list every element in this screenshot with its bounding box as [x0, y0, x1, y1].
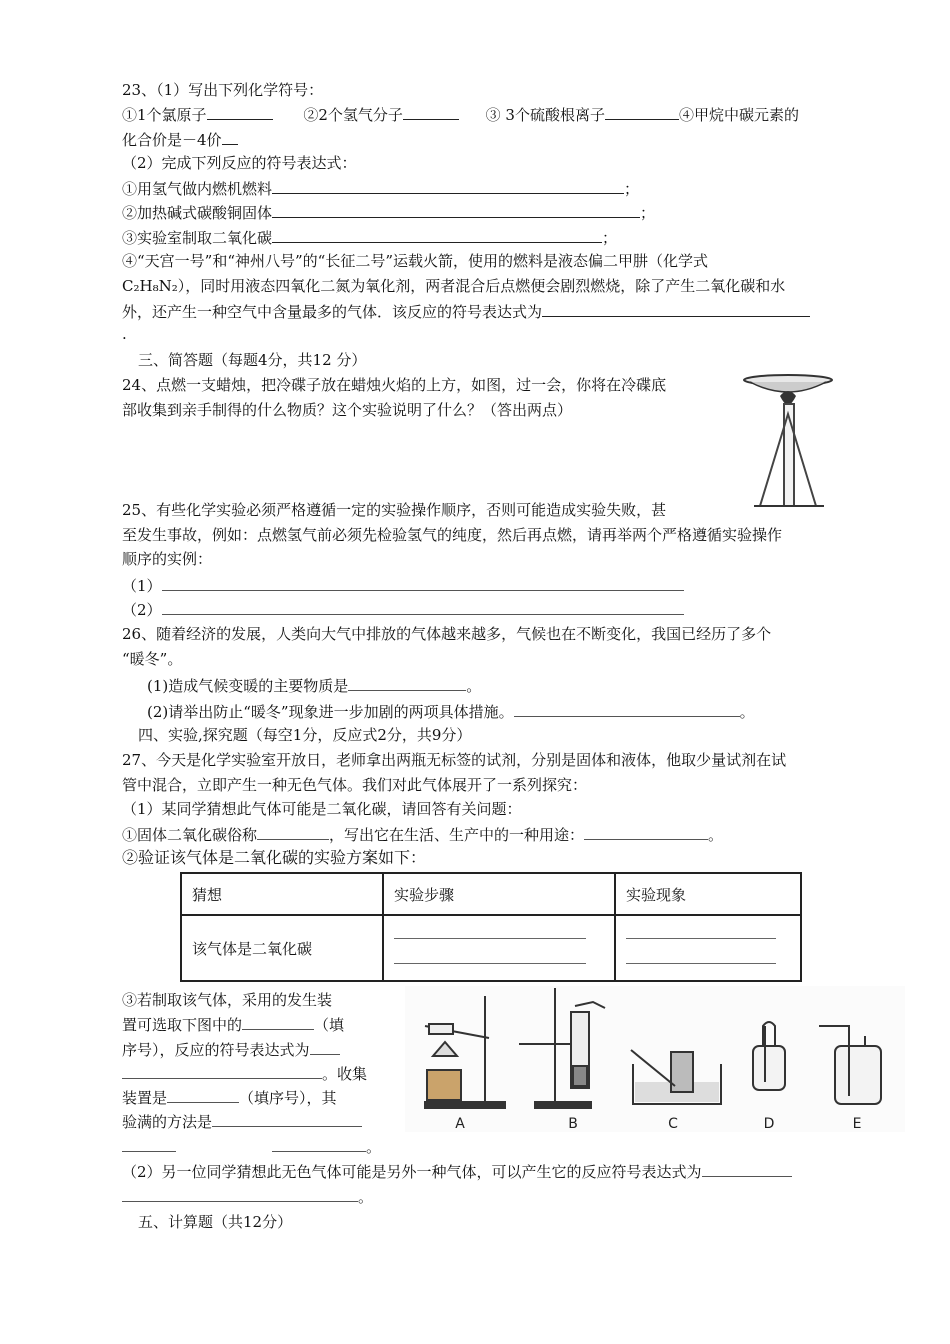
q27-sub3-line5: 装置是 （填序号），其 — [122, 1089, 337, 1107]
q23-eq2-blank[interactable] — [272, 202, 640, 218]
q23-blank-1[interactable] — [207, 104, 273, 120]
q26-blank-1[interactable] — [348, 675, 466, 691]
q27-blank-full-b[interactable] — [122, 1136, 176, 1152]
table-cell-guess: 该气体是二氧化碳 — [181, 915, 383, 981]
table-row — [181, 915, 801, 981]
q23-eq4-blank[interactable] — [542, 301, 810, 317]
q25-blank-2[interactable] — [162, 599, 684, 615]
q23-eq1-blank[interactable] — [272, 178, 624, 194]
q25-blank-1[interactable] — [162, 575, 684, 591]
q23-eq4-line1: ④“天宫一号”和“神州八号”的“长征二号”运载火箭，使用的燃料是液态偏二甲肼（化学式 — [122, 252, 709, 270]
q25-line2: 至发生事故，例如：点燃氢气前必须先检验氢气的纯度，然后再点燃，请再举两个严格遵循实验操作 — [122, 526, 783, 544]
section-5-title: 五、计算题（共12分） — [138, 1213, 293, 1231]
table-header-phenomena: 实验现象 — [615, 873, 801, 915]
q25-answer-1: （1） — [122, 575, 684, 596]
q27-part2-line2: 。 — [122, 1186, 373, 1207]
apparatus-figure — [405, 986, 905, 1132]
q26-line2: “暖冬”。 — [122, 650, 183, 668]
q27-sub3-line6: 验满的方法是 — [122, 1111, 362, 1132]
q27-blank-full-a[interactable] — [212, 1111, 362, 1127]
q24-line1: 24、点燃一支蜡烛，把冷碟子放在蜡烛火焰的上方，如图，过一会，你将在冷碟底 — [122, 376, 667, 394]
q27-sub1: ①固体二氧化碳俗称 ，写出它在生活、生产中的一种用途： 。 — [122, 826, 724, 844]
q25-line3: 顺序的实例： — [122, 550, 213, 568]
q27-sub3-line2: 置可选取下图中的 （填 — [122, 1016, 345, 1034]
section-3-title: 三、简答题（每题4分，共12 分） — [138, 351, 367, 369]
q27-sub3-line1: ③若制取该气体，采用的发生装 — [122, 991, 333, 1009]
q23-eq1: ①用氢气做内燃机燃料 ； — [122, 180, 640, 198]
q23-title: 23、（1）写出下列化学符号： — [122, 81, 324, 99]
table-cell-phenomena[interactable] — [615, 915, 801, 981]
table-cell-steps[interactable] — [383, 915, 615, 981]
q27-blank-full-c[interactable] — [272, 1136, 366, 1152]
q23-line1: ①1个氯原子 ②2个氢气分子 ③ 3个硫酸根离子 ④甲烷中碳元素的 — [122, 106, 799, 124]
q27-blank-collector[interactable] — [167, 1087, 239, 1103]
q27-blank-use[interactable] — [584, 824, 708, 840]
q27-blank-nickname[interactable] — [257, 824, 329, 840]
q23-part2: （2）完成下列反应的符号表达式： — [122, 154, 357, 172]
table-header-row — [181, 873, 801, 915]
apparatus-label-c: C — [668, 1116, 678, 1132]
apparatus-label-d: D — [763, 1116, 775, 1132]
q23-eq4-line2: C₂H₈N₂），同时用液态四氧化二氮为氧化剂，两者混合后点燃便会剧烈燃烧，除了产生二氧化碳和水 — [122, 277, 786, 295]
q27-blank-eq-a[interactable] — [310, 1039, 340, 1055]
q27-sub2: ②验证该气体是二氧化碳的实验方案如下： — [122, 848, 427, 867]
table-header-steps: 实验步骤 — [383, 873, 615, 915]
q27-blank-other-a[interactable] — [702, 1161, 792, 1177]
q23-blank-2[interactable] — [403, 104, 459, 120]
q27-sub3-line3: 序号），反应的符号表达式为 — [122, 1039, 340, 1060]
section-4-title: 四、实验,探究题（每空1分，反应式2分，共9分） — [138, 726, 472, 744]
q23-eq2: ②加热碱式碳酸铜固体 ； — [122, 204, 656, 222]
q26-line1: 26、随着经济的发展，人类向大气中排放的气体越来越多，气候也在不断变化，我国已经历了多个 — [122, 625, 772, 643]
q27-sub3-line7: 。 — [122, 1136, 381, 1157]
apparatus-label-e: E — [852, 1116, 862, 1132]
q27-line2: 管中混合，立即产生一种无色气体。我们对此气体展开了一系列探究： — [122, 776, 588, 794]
q23-line2: 化合价是－4价 — [122, 129, 238, 150]
q27-blank-other-b[interactable] — [122, 1186, 358, 1202]
q27-part2-line1: （2）另一位同学猜想此无色气体可能是另外一种气体，可以产生它的反应符号表达式为 — [122, 1161, 792, 1182]
candle-plate-figure — [740, 372, 836, 510]
q27-line1: 27、今天是化学实验室开放日，老师拿出两瓶无标签的试剂，分别是固体和液体，他取少量试剂在试 — [122, 751, 787, 769]
q26-blank-2[interactable] — [514, 701, 740, 717]
q27-blank-generator[interactable] — [242, 1014, 314, 1030]
q23-eq3-blank[interactable] — [272, 227, 602, 243]
experiment-table — [180, 872, 802, 982]
q23-eq4-line3: 外，还产生一种空气中含量最多的气体．该反应的符号表达式为 — [122, 301, 810, 322]
q26-sub1: (1)造成气候变暖的主要物质是 。 — [147, 677, 482, 695]
q23-dot: . — [122, 325, 127, 343]
apparatus-label-a: A — [455, 1116, 465, 1132]
table-header-guess: 猜想 — [181, 873, 383, 915]
q25-answer-2: （2） — [122, 599, 684, 620]
q23-blank-4[interactable] — [222, 129, 238, 145]
q25-line1: 25、有些化学实验必须严格遵循一定的实验操作顺序，否则可能造成实验失败，甚 — [122, 501, 667, 519]
q23-eq3: ③实验室制取二氧化碳 ； — [122, 229, 618, 247]
q23-blank-3[interactable] — [605, 104, 679, 120]
q27-blank-eq-b[interactable] — [122, 1063, 322, 1079]
apparatus-label-b: B — [568, 1116, 578, 1132]
q27-sub3-line4: 。收集 — [122, 1063, 367, 1084]
q24-line2: 部收集到亲手制得的什么物质？这个实验说明了什么？（答出两点） — [122, 401, 573, 419]
q27-part1: （1）某同学猜想此气体可能是二氧化碳，请回答有关问题： — [122, 800, 522, 818]
q26-sub2: (2)请举出防止“暖冬”现象进一步加剧的两项具体措施。 。 — [147, 703, 755, 721]
